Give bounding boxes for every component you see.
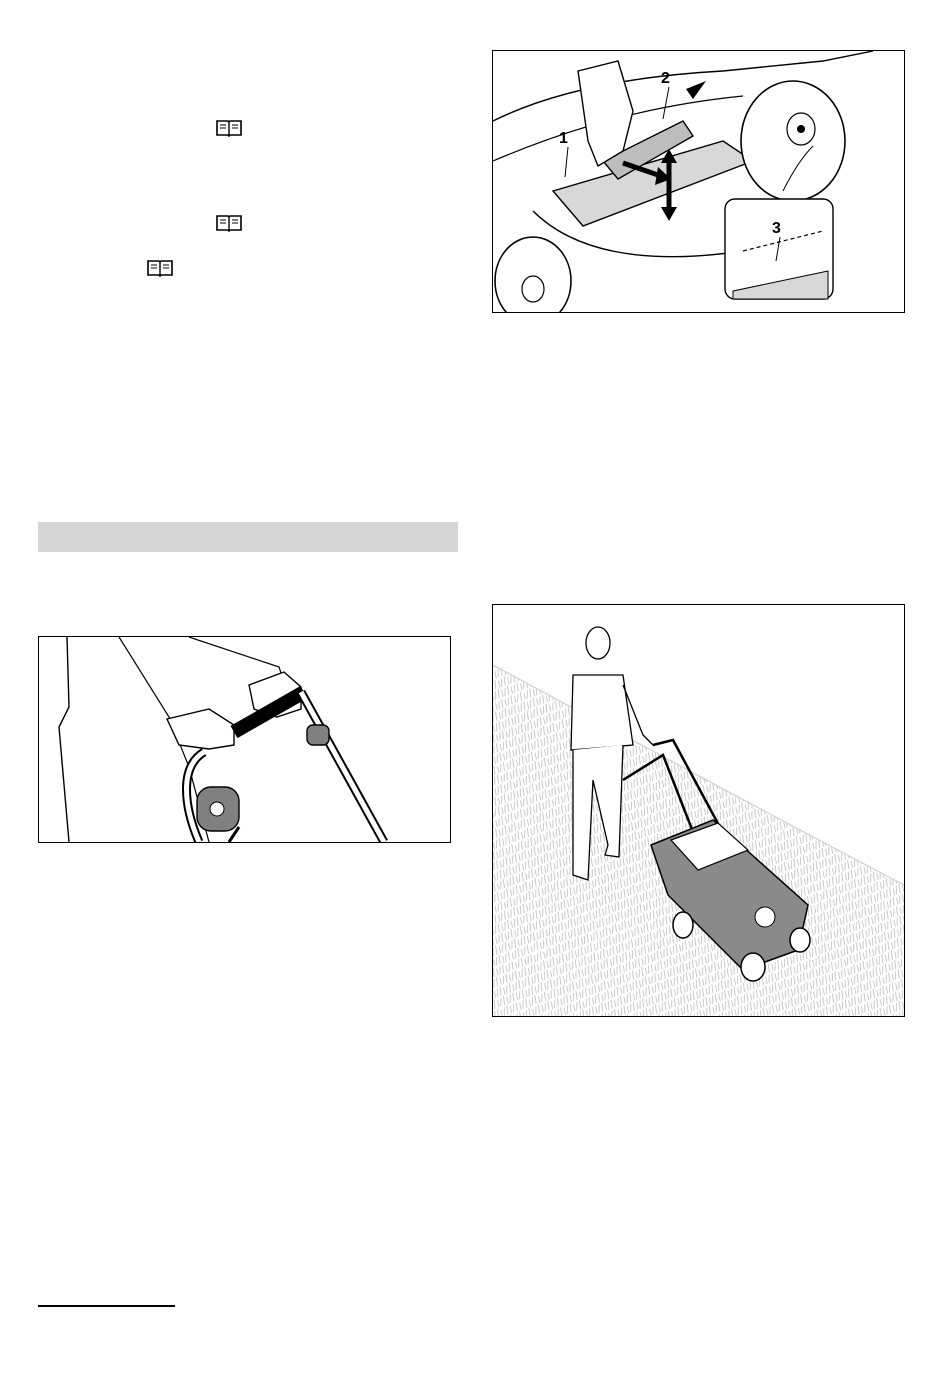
- book-icon: [216, 214, 242, 232]
- mowing-slope-figure: [492, 604, 905, 1017]
- book-icon: [147, 259, 173, 277]
- handle-grip-illustration: [39, 637, 450, 842]
- height-adjust-figure: [492, 50, 905, 313]
- wheel-icon: [741, 81, 845, 201]
- callout-1: 1: [559, 130, 568, 147]
- handle-grip-figure: [38, 636, 451, 843]
- footnote-rule: [38, 1305, 175, 1307]
- mowing-slope-illustration: [493, 605, 904, 1016]
- cable-clip-icon: [307, 725, 329, 745]
- book-icon: [216, 119, 242, 137]
- section-heading-bar: [38, 522, 458, 552]
- height-adjust-illustration: [493, 51, 904, 312]
- callout-2: 2: [661, 70, 670, 87]
- callout-3: 3: [772, 220, 781, 237]
